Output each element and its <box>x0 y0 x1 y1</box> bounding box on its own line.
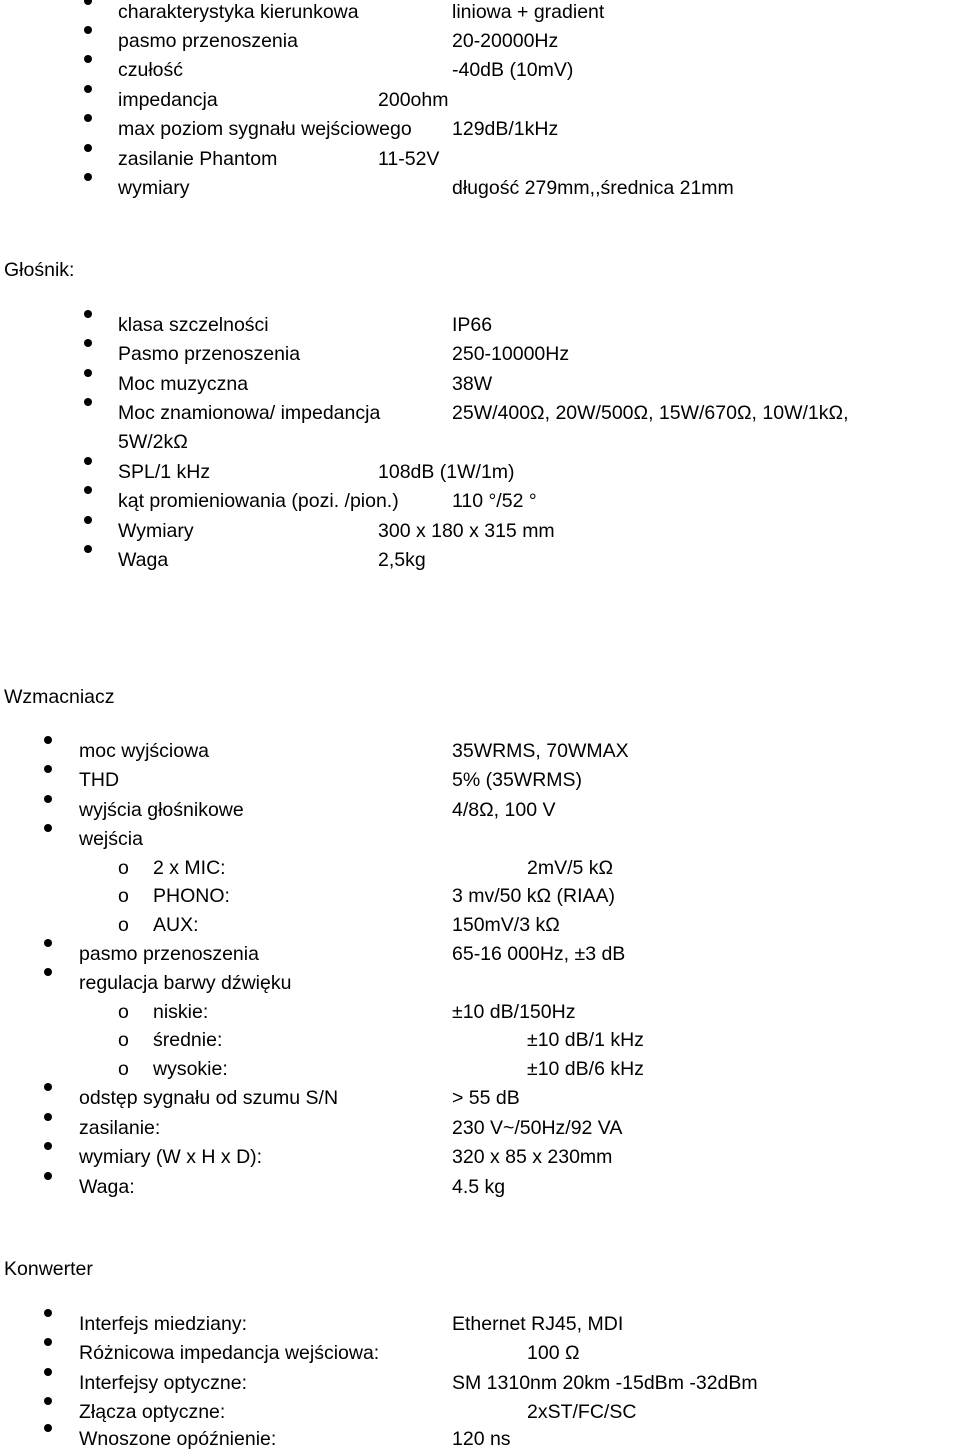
spec-label: wejścia <box>79 828 143 850</box>
spec-value: 38W <box>452 373 493 395</box>
spec-value: 20-20000Hz <box>452 30 559 52</box>
bullet-icon <box>84 85 92 93</box>
spec-label: Interfejs miedziany: <box>79 1313 247 1335</box>
spec-value: długość 279mm,,średnica 21mm <box>452 177 734 199</box>
spec-value: IP66 <box>452 314 493 336</box>
bullet-icon <box>84 55 92 63</box>
bullet-icon <box>84 457 92 465</box>
sub-list-item <box>0 1054 960 1084</box>
list-item <box>0 516 960 546</box>
list-item <box>0 765 960 795</box>
spec-label: Złącza optyczne: <box>79 1401 226 1423</box>
bullet-icon <box>84 26 92 34</box>
bullet-icon <box>44 736 52 744</box>
section-heading-konwerter: Konwerter <box>4 1258 93 1280</box>
section-heading-wzmacniacz: Wzmacniacz <box>4 686 115 708</box>
spec-value: liniowa + gradient <box>452 1 605 23</box>
spec-value: 230 V~/50Hz/92 VA <box>452 1117 623 1139</box>
spec-value: -40dB (10mV) <box>452 59 574 81</box>
bullet-icon <box>44 968 52 976</box>
spec-label: SPL/1 kHz <box>118 461 211 483</box>
spec-label: Moc znamionowa/ impedancja <box>118 402 381 424</box>
bullet-icon <box>84 516 92 524</box>
sub-list-item <box>0 997 960 1027</box>
spec-value: 65-16 000Hz, ±3 dB <box>452 943 626 965</box>
bullet-icon <box>44 795 52 803</box>
spec-label: Moc muzyczna <box>118 373 249 395</box>
list-item <box>0 1172 960 1202</box>
list-item <box>0 1424 960 1454</box>
spec-label: pasmo przenoszenia <box>118 30 298 52</box>
spec-label: charakterystyka kierunkowa <box>118 1 359 23</box>
circle-bullet-icon: o <box>118 1029 129 1051</box>
spec-value: > 55 dB <box>452 1087 520 1109</box>
spec-label: średnie: <box>153 1029 223 1051</box>
spec-value: ±10 dB/6 kHz <box>527 1058 644 1080</box>
spec-label: klasa szczelności <box>118 314 269 336</box>
bullet-icon <box>44 1424 52 1432</box>
bullet-icon <box>84 173 92 181</box>
list-item <box>0 1338 960 1368</box>
sub-list-item <box>0 881 960 911</box>
spec-label: kąt promieniowania (pozi. /pion.) <box>118 490 399 512</box>
spec-value: 3 mv/50 kΩ (RIAA) <box>452 885 616 907</box>
spec-label: regulacja barwy dźwięku <box>79 972 292 994</box>
list-item-continuation <box>0 427 960 457</box>
list-item <box>0 968 960 998</box>
spec-label: moc wyjściowa <box>79 740 210 762</box>
spec-label: zasilanie Phantom <box>118 148 278 170</box>
spec-label: Pasmo przenoszenia <box>118 343 301 365</box>
spec-label: PHONO: <box>153 885 230 907</box>
spec-value: 2,5kg <box>378 549 426 571</box>
spec-value: 129dB/1kHz <box>452 118 559 140</box>
circle-bullet-icon: o <box>118 885 129 907</box>
list-item <box>0 144 960 174</box>
spec-value: 320 x 85 x 230mm <box>452 1146 613 1168</box>
spec-value: ±10 dB/1 kHz <box>527 1029 644 1051</box>
list-item <box>0 1368 960 1398</box>
list-item <box>0 0 960 27</box>
circle-bullet-icon: o <box>118 1058 129 1080</box>
spec-value: 2xST/FC/SC <box>527 1401 637 1423</box>
section-heading-glosnik: Głośnik: <box>4 259 75 281</box>
spec-label: AUX: <box>153 914 199 936</box>
spec-label: Wnoszone opóźnienie: <box>79 1428 277 1450</box>
sub-list-item <box>0 1025 960 1055</box>
spec-label: odstęp sygnału od szumu S/N <box>79 1087 339 1109</box>
list-item <box>0 1142 960 1172</box>
list-item <box>0 795 960 825</box>
list-item <box>0 457 960 487</box>
list-item <box>0 26 960 56</box>
spec-label: Różnicowa impedancja wejściowa: <box>79 1342 380 1364</box>
spec-value: 11-52V <box>378 148 440 170</box>
list-item <box>0 55 960 85</box>
bullet-icon <box>84 545 92 553</box>
spec-label: wymiary <box>118 177 190 199</box>
bullet-icon <box>44 1113 52 1121</box>
circle-bullet-icon: o <box>118 914 129 936</box>
list-item <box>0 310 960 340</box>
bullet-icon <box>84 310 92 318</box>
spec-label: wymiary (W x H x D): <box>79 1146 263 1168</box>
list-item <box>0 1113 960 1143</box>
bullet-icon <box>84 0 92 5</box>
spec-value: 100 Ω <box>527 1342 580 1364</box>
spec-label: Wymiary <box>118 520 194 542</box>
spec-label: Waga: <box>79 1176 135 1198</box>
list-item <box>0 486 960 516</box>
spec-label: max poziom sygnału wejściowego <box>118 118 412 140</box>
spec-value: 108dB (1W/1m) <box>378 461 515 483</box>
bullet-icon <box>44 939 52 947</box>
spec-value: 200ohm <box>378 89 449 111</box>
spec-value: Ethernet RJ45, MDI <box>452 1313 624 1335</box>
spec-value: 4/8Ω, 100 V <box>452 799 556 821</box>
bullet-icon <box>44 1142 52 1150</box>
spec-value: 150mV/3 kΩ <box>452 914 560 936</box>
list-item <box>0 398 960 428</box>
bullet-icon <box>44 765 52 773</box>
spec-label: pasmo przenoszenia <box>79 943 259 965</box>
spec-value: 120 ns <box>452 1428 511 1450</box>
spec-value: 250-10000Hz <box>452 343 570 365</box>
bullet-icon <box>44 1172 52 1180</box>
spec-label: wyjścia głośnikowe <box>79 799 244 821</box>
bullet-icon <box>44 1309 52 1317</box>
bullet-icon <box>84 486 92 494</box>
list-item <box>0 824 960 854</box>
spec-label: niskie: <box>153 1001 209 1023</box>
list-item <box>0 114 960 144</box>
bullet-icon <box>44 1368 52 1376</box>
spec-label: Waga <box>118 549 169 571</box>
bullet-icon <box>84 114 92 122</box>
list-item <box>0 339 960 369</box>
spec-value: SM 1310nm 20km -15dBm -32dBm <box>452 1372 758 1394</box>
spec-value: 300 x 180 x 315 mm <box>378 520 555 542</box>
bullet-icon <box>84 339 92 347</box>
bullet-icon <box>44 1083 52 1091</box>
bullet-icon <box>44 1338 52 1346</box>
spec-label: impedancja <box>118 89 218 111</box>
bullet-icon <box>84 144 92 152</box>
list-item <box>0 939 960 969</box>
list-item <box>0 1309 960 1339</box>
spec-value: 25W/400Ω, 20W/500Ω, 15W/670Ω, 10W/1kΩ, <box>452 402 849 424</box>
spec-label: Interfejsy optyczne: <box>79 1372 247 1394</box>
spec-label: THD <box>79 769 120 791</box>
circle-bullet-icon: o <box>118 857 129 879</box>
list-item <box>0 369 960 399</box>
bullet-icon <box>44 1397 52 1405</box>
bullet-icon <box>84 369 92 377</box>
spec-label: wysokie: <box>153 1058 228 1080</box>
circle-bullet-icon: o <box>118 1001 129 1023</box>
spec-value: ±10 dB/150Hz <box>452 1001 576 1023</box>
list-item <box>0 736 960 766</box>
sub-list-item <box>0 853 960 883</box>
spec-value: 5% (35WRMS) <box>452 769 583 791</box>
spec-label: czułość <box>118 59 184 81</box>
list-item <box>0 1397 960 1427</box>
spec-value: 2mV/5 kΩ <box>527 857 614 879</box>
spec-value: 35WRMS, 70WMAX <box>452 740 629 762</box>
spec-value: 4.5 kg <box>452 1176 506 1198</box>
bullet-icon <box>84 398 92 406</box>
list-item <box>0 173 960 203</box>
spec-value: 110 °/52 ° <box>452 490 537 512</box>
spec-value-continuation: 5W/2kΩ <box>118 431 188 453</box>
list-item <box>0 1083 960 1113</box>
list-item <box>0 545 960 575</box>
sub-list-item <box>0 910 960 940</box>
spec-label: zasilanie: <box>79 1117 161 1139</box>
bullet-icon <box>44 824 52 832</box>
list-item <box>0 85 960 115</box>
spec-label: 2 x MIC: <box>153 857 226 879</box>
